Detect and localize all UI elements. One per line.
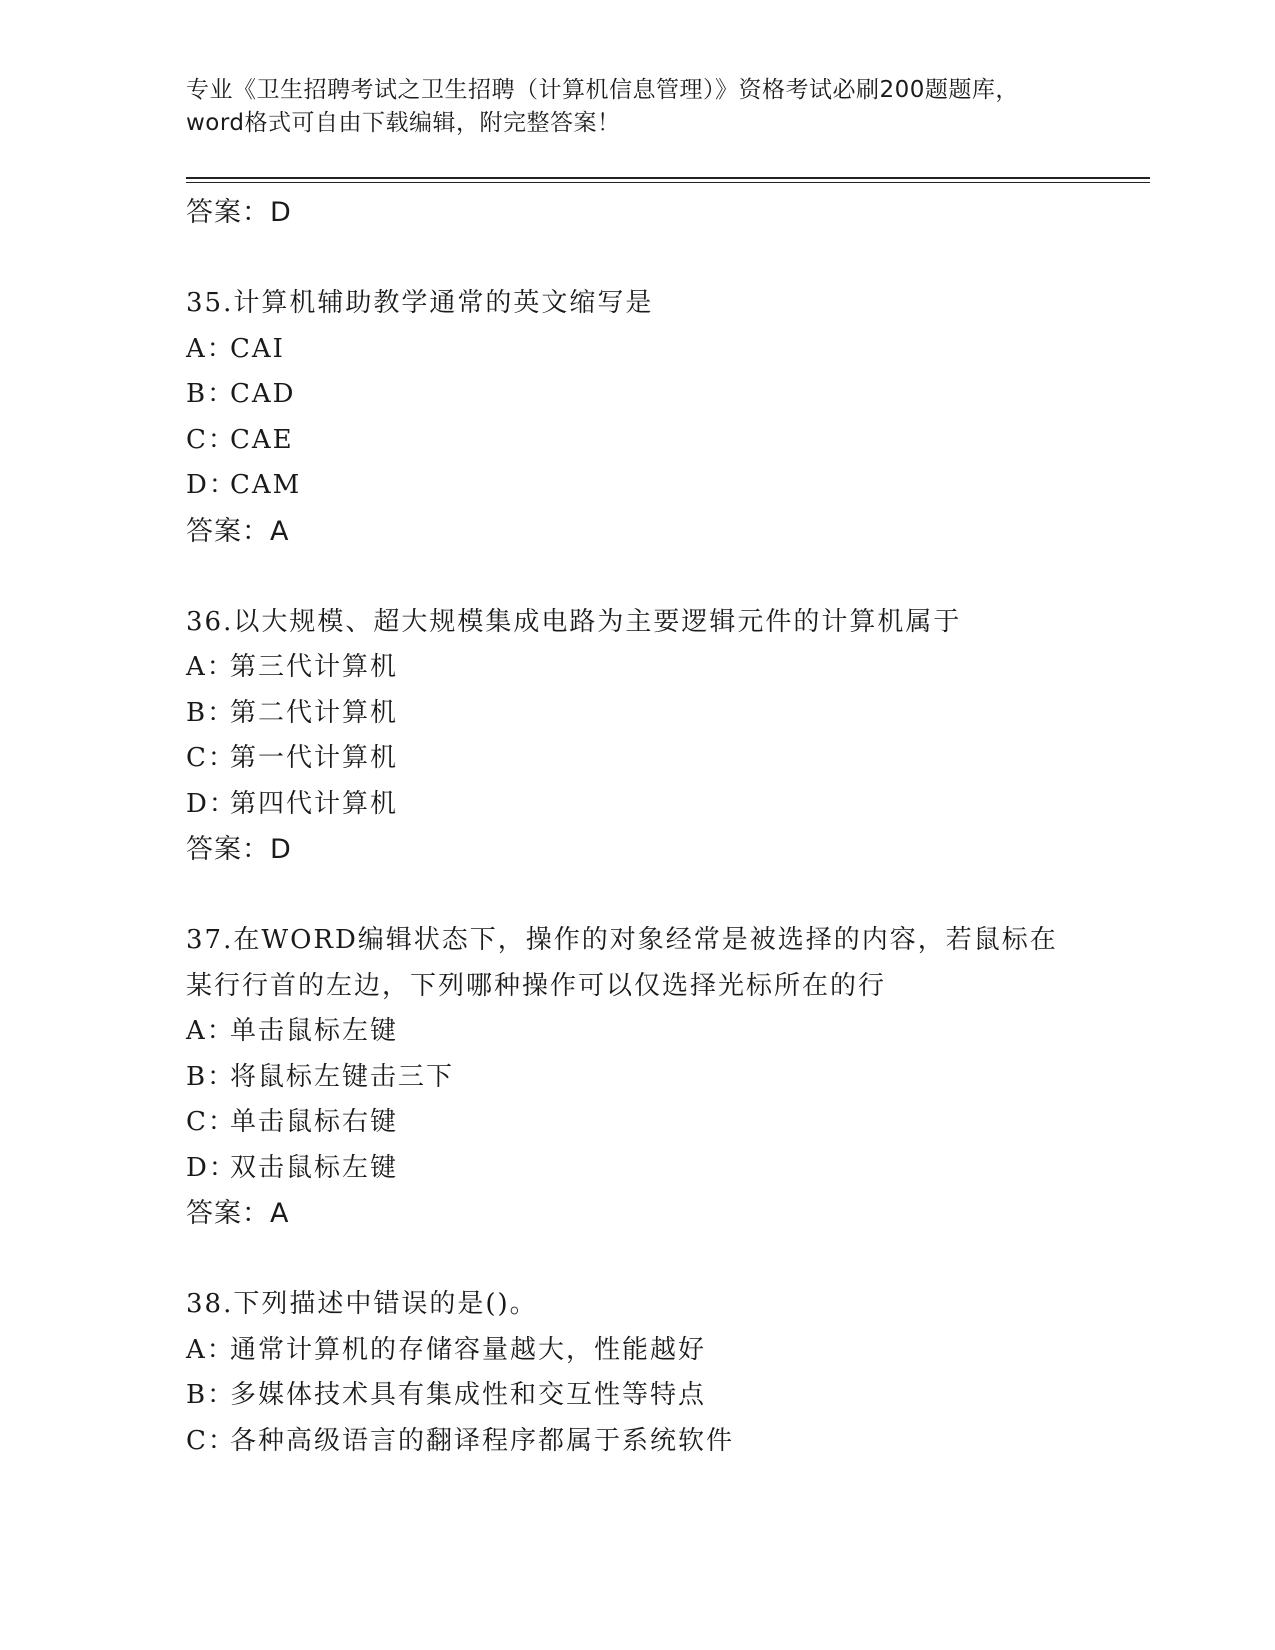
option-b: [186, 1055, 1146, 1101]
answer-34: 答案：D: [186, 197, 292, 228]
option-prefix: B：: [186, 697, 236, 728]
option-d: [186, 463, 1146, 509]
option-prefix: B：: [186, 1380, 236, 1410]
header-line-1: 专业《卫生招聘考试之卫生招聘（计算机信息管理）》资格考试必刷200题题库，: [186, 77, 1019, 103]
question-35: [186, 281, 1146, 554]
spacer: [186, 873, 1146, 919]
option-prefix: C：: [186, 424, 236, 455]
option-prefix: A：: [186, 1334, 235, 1365]
option-prefix: D：: [186, 1152, 237, 1183]
option-prefix: A：: [186, 1016, 235, 1046]
option-prefix: C：: [186, 1107, 236, 1137]
option-text: CAM: [230, 470, 302, 500]
option-text: 将鼠标左键击三下: [230, 1061, 455, 1092]
option-prefix: A：: [186, 652, 235, 682]
document-header: [186, 74, 1086, 140]
question-text: 35.计算机辅助教学通常的英文缩写是: [186, 288, 654, 318]
spacer: [186, 554, 1146, 600]
question-37: [186, 918, 1146, 1237]
option-text: 第三代计算机: [230, 652, 399, 682]
option-text: 各种高级语言的翻译程序都属于系统软件: [230, 1425, 735, 1456]
spacer: [186, 236, 1146, 282]
option-prefix: B：: [186, 1061, 236, 1092]
option-c: [186, 418, 1146, 464]
header-divider-thick: [186, 177, 1150, 179]
question-text-line-2: 某行行首的左边，下列哪种操作可以仅选择光标所在的行: [186, 970, 887, 1001]
option-text: 第一代计算机: [230, 743, 399, 773]
option-text: 多媒体技术具有集成性和交互性等特点: [230, 1380, 707, 1410]
question-38: [186, 1282, 1146, 1464]
option-prefix: D：: [186, 470, 237, 500]
option-b: [186, 691, 1146, 737]
answer-36: 答案：D: [186, 834, 292, 865]
question-36: [186, 600, 1146, 873]
option-text: 第二代计算机: [230, 697, 399, 728]
option-text: 单击鼠标左键: [230, 1016, 399, 1046]
option-a: [186, 327, 1146, 373]
question-text: 38.下列描述中错误的是()。: [186, 1289, 538, 1319]
answer-37: 答案：A: [186, 1198, 290, 1229]
option-b: [186, 1373, 1146, 1419]
spacer: [186, 1237, 1146, 1283]
option-c: [186, 1419, 1146, 1465]
option-text: CAD: [230, 379, 296, 409]
option-text: CAE: [230, 424, 294, 455]
option-c: [186, 1100, 1146, 1146]
question-text: 36.以大规模、超大规模集成电路为主要逻辑元件的计算机属于: [186, 606, 962, 637]
option-c: [186, 736, 1146, 782]
option-prefix: B：: [186, 379, 236, 409]
option-d: [186, 1146, 1146, 1192]
option-a: [186, 1009, 1146, 1055]
header-divider-thin: [186, 182, 1150, 183]
option-text: 通常计算机的存储容量越大，性能越好: [230, 1334, 707, 1365]
question-text-line-1: 37.在WORD编辑状态下，操作的对象经常是被选择的内容，若鼠标在: [186, 925, 1058, 955]
option-prefix: D：: [186, 788, 237, 819]
option-prefix: A：: [186, 333, 235, 364]
answer-35: 答案：A: [186, 515, 290, 547]
option-prefix: C：: [186, 743, 236, 773]
option-text: CAI: [230, 333, 285, 364]
question-list: [186, 190, 1146, 1464]
header-line-2: word格式可自由下载编辑，附完整答案！: [186, 110, 621, 136]
option-text: 第四代计算机: [230, 788, 399, 819]
option-a: [186, 645, 1146, 691]
option-a: [186, 1328, 1146, 1374]
option-text: 单击鼠标右键: [230, 1107, 399, 1137]
option-b: [186, 372, 1146, 418]
option-prefix: C：: [186, 1425, 236, 1456]
option-d: [186, 782, 1146, 828]
option-text: 双击鼠标左键: [230, 1152, 399, 1183]
